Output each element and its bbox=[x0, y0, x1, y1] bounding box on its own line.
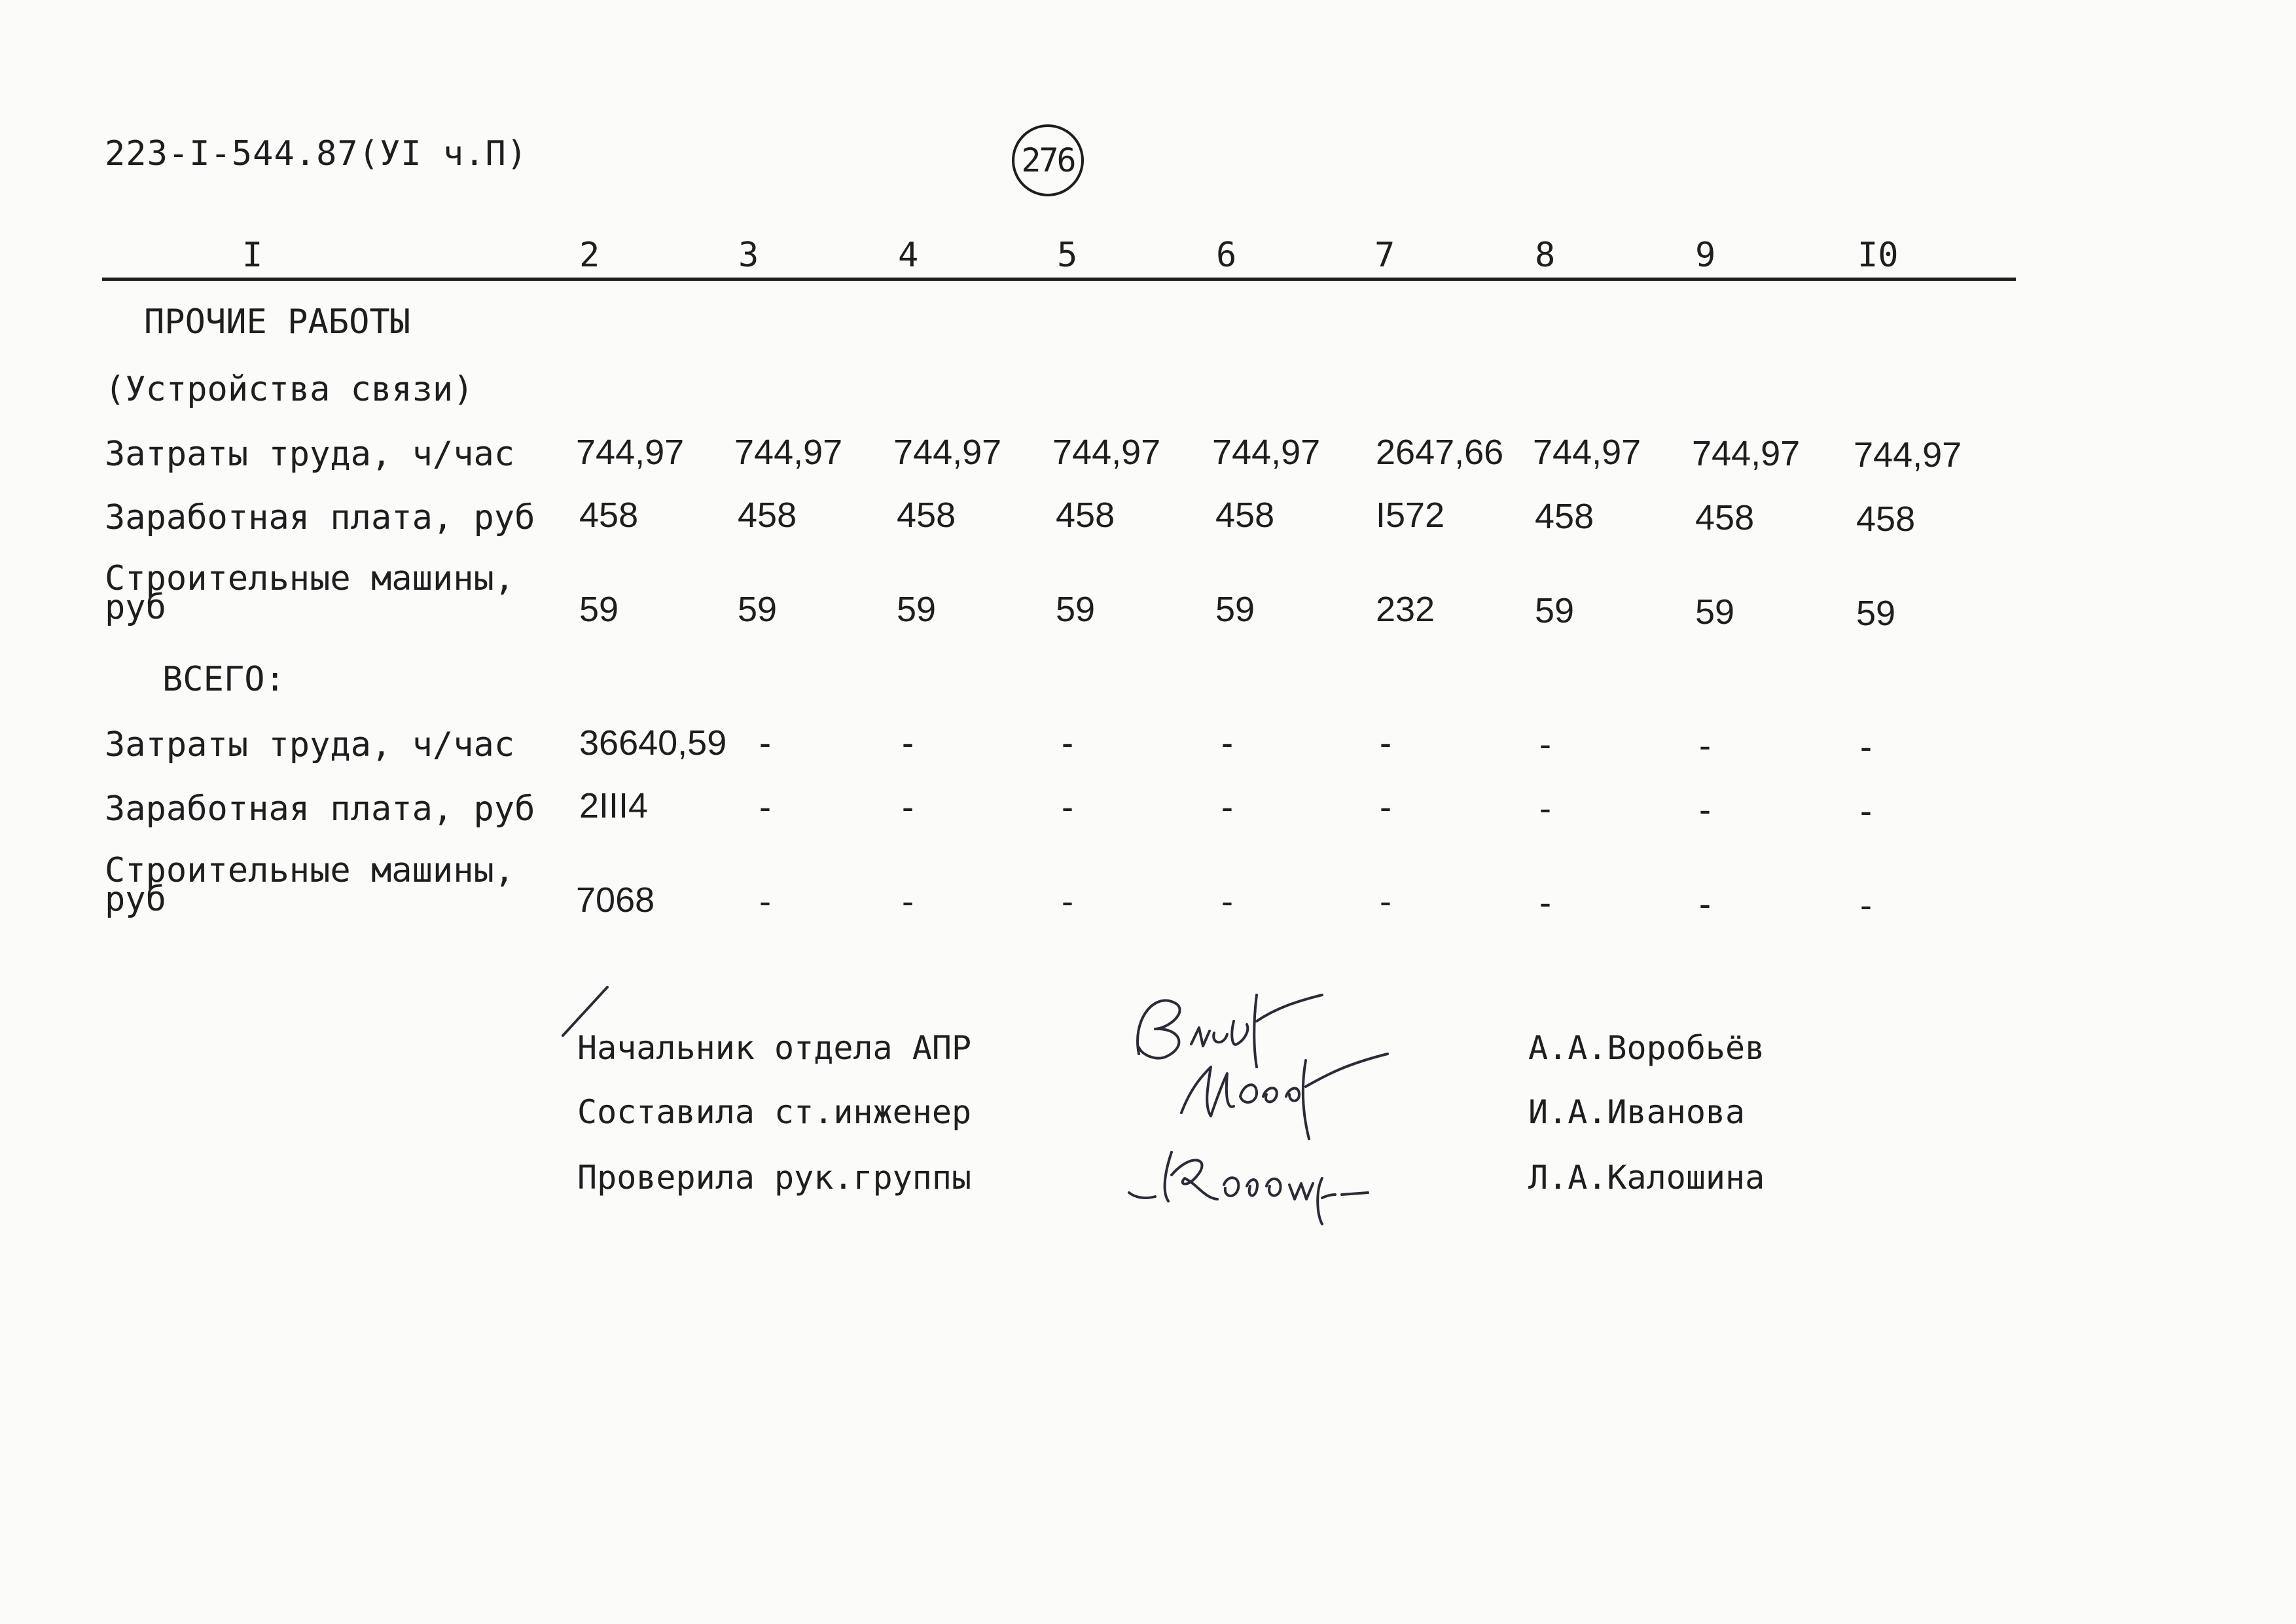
row-label: Заработная плата, руб bbox=[105, 789, 535, 829]
section-title: ПРОЧИЕ РАБОТЫ bbox=[144, 302, 410, 342]
signature-2 bbox=[1172, 1034, 1446, 1152]
table-cell: 7068 bbox=[576, 880, 655, 920]
section-subtitle: (Устройства связи) bbox=[105, 370, 474, 409]
table-cell: 458 bbox=[897, 496, 956, 535]
table-cell: 59 bbox=[1215, 590, 1255, 629]
table-cell: - bbox=[902, 787, 914, 827]
column-header: 3 bbox=[738, 236, 759, 275]
signer-name: И.А.Иванова bbox=[1528, 1093, 1746, 1131]
column-header: 4 bbox=[898, 236, 919, 275]
row-label-continued: руб bbox=[105, 880, 166, 919]
table-cell: 59 bbox=[897, 590, 937, 629]
signer-name: А.А.Воробьёв bbox=[1528, 1029, 1765, 1067]
table-cell: 2III4 bbox=[579, 786, 649, 825]
table-cell: 744,97 bbox=[1052, 433, 1161, 472]
page-number-text: 276 bbox=[1021, 141, 1075, 179]
table-cell: - bbox=[1221, 882, 1233, 921]
table-cell: - bbox=[1062, 882, 1073, 921]
table-cell: 744,97 bbox=[576, 433, 685, 472]
table-cell: 458 bbox=[1215, 496, 1275, 535]
row-label: Затраты труда, ч/час bbox=[105, 435, 515, 474]
table-cell: 59 bbox=[1695, 592, 1735, 632]
table-cell: 458 bbox=[1535, 497, 1594, 536]
table-cell: 458 bbox=[1695, 498, 1755, 537]
column-header: 2 bbox=[579, 236, 600, 275]
row-label: Заработная плата, руб bbox=[105, 498, 535, 537]
table-cell: - bbox=[1539, 725, 1551, 764]
table-cell: - bbox=[1062, 787, 1073, 827]
table-cell: 232 bbox=[1376, 590, 1435, 629]
table-cell: - bbox=[1699, 790, 1711, 829]
row-label: Строительные машины, bbox=[105, 559, 515, 598]
table-cell: 744,97 bbox=[1533, 433, 1641, 472]
signer-title: Начальник отдела АПР bbox=[577, 1029, 972, 1067]
table-cell: - bbox=[1539, 883, 1551, 922]
column-header: 9 bbox=[1695, 236, 1716, 275]
table-cell: - bbox=[902, 882, 914, 921]
table-cell: - bbox=[1539, 789, 1551, 828]
page-number bbox=[1012, 124, 1084, 196]
table-cell: - bbox=[1221, 787, 1233, 827]
table-cell: 36640,59 bbox=[579, 723, 727, 763]
table-cell: - bbox=[759, 723, 771, 763]
row-label: Затраты труда, ч/час bbox=[105, 725, 515, 765]
table-cell: - bbox=[1380, 723, 1391, 763]
row-label-continued: руб bbox=[105, 588, 166, 627]
table-cell: - bbox=[759, 882, 771, 921]
table-cell: - bbox=[902, 723, 914, 763]
table-cell: - bbox=[1380, 787, 1391, 827]
column-header: I bbox=[242, 236, 263, 275]
table-cell: 744,97 bbox=[734, 433, 843, 472]
table-cell: 458 bbox=[1056, 496, 1115, 535]
table-cell: 59 bbox=[738, 590, 778, 629]
table-cell: - bbox=[1860, 727, 1872, 767]
column-header: 6 bbox=[1216, 236, 1237, 275]
table-cell: 59 bbox=[579, 590, 619, 629]
table-cell: 458 bbox=[579, 496, 639, 535]
signer-title: Составила ст.инженер bbox=[577, 1093, 972, 1131]
table-cell: 458 bbox=[738, 496, 797, 535]
table-cell: 59 bbox=[1056, 590, 1096, 629]
table-cell: - bbox=[1860, 886, 1872, 925]
table-cell: - bbox=[1699, 726, 1711, 765]
signature-3 bbox=[1126, 1139, 1466, 1237]
table-cell: - bbox=[1380, 882, 1391, 921]
column-header: 5 bbox=[1057, 236, 1078, 275]
total-title: ВСЕГО: bbox=[162, 660, 285, 699]
signer-title: Проверила рук.группы bbox=[577, 1159, 972, 1197]
table-cell: 744,97 bbox=[1692, 434, 1801, 473]
column-header: I0 bbox=[1857, 236, 1899, 275]
table-cell: I572 bbox=[1376, 496, 1445, 535]
table-cell: 59 bbox=[1856, 594, 1896, 633]
table-cell: - bbox=[1221, 723, 1233, 763]
table-cell: - bbox=[1860, 791, 1872, 831]
table-cell: - bbox=[759, 787, 771, 827]
row-label: Строительные машины, bbox=[105, 851, 515, 890]
table-cell: - bbox=[1699, 884, 1711, 924]
table-cell: 744,97 bbox=[1212, 433, 1321, 472]
table-cell: 59 bbox=[1535, 591, 1575, 630]
column-header: 7 bbox=[1374, 236, 1395, 275]
signer-name: Л.А.Калошина bbox=[1528, 1159, 1765, 1197]
table-cell: 458 bbox=[1856, 499, 1916, 539]
table-cell: 2647,66 bbox=[1376, 433, 1504, 472]
table-cell: - bbox=[1062, 723, 1073, 763]
table-cell: 744,97 bbox=[1854, 435, 1962, 475]
column-header: 8 bbox=[1535, 236, 1556, 275]
document-code: 223-I-544.87(УI ч.П) bbox=[105, 134, 528, 173]
header-rule bbox=[102, 278, 2016, 281]
table-cell: 744,97 bbox=[893, 433, 1002, 472]
